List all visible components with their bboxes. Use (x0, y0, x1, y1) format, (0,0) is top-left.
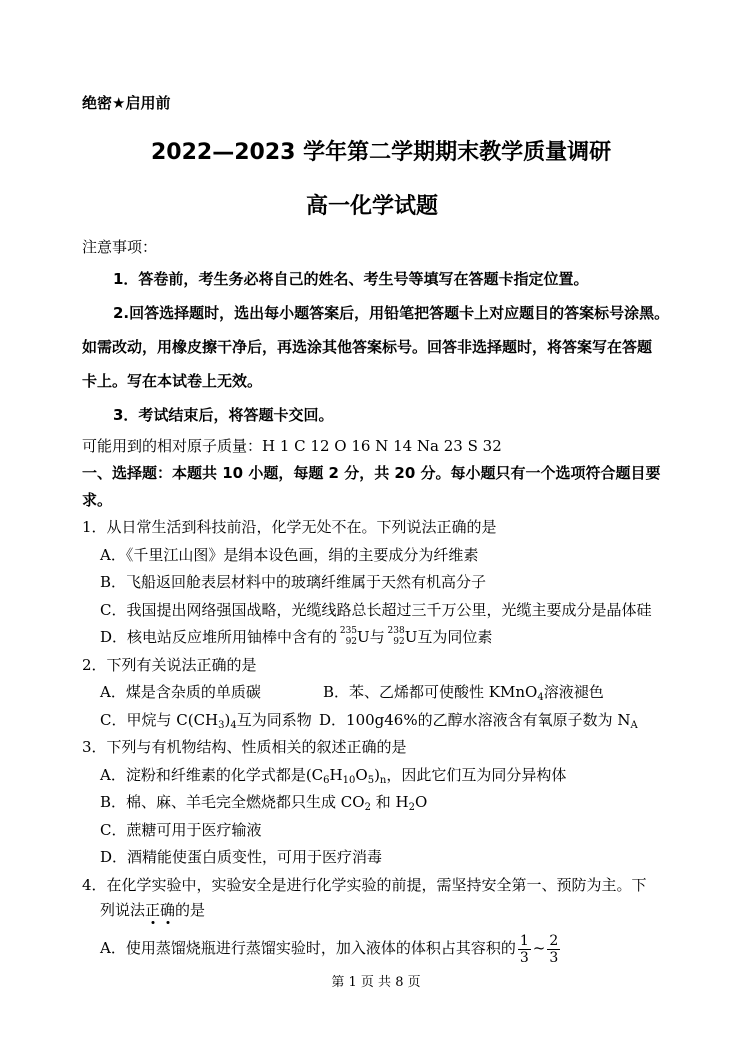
q2-option-d (319, 710, 638, 736)
q4-stem-suffix: 的是 (175, 901, 206, 919)
isotope-mass-number: 235 (339, 626, 358, 636)
q1-option-d-suffix: 互为同位素 (417, 628, 493, 646)
q1-option-d-mid: 与 (369, 628, 385, 646)
subscript: 4 (537, 692, 544, 703)
q3-option-a-prefix: A．淀粉和纤维素的化学式都是(C (100, 766, 324, 784)
isotope-atomic-number: 92 (393, 637, 405, 647)
q2-option-c (100, 710, 312, 736)
subscript: A (630, 720, 638, 731)
q3-stem: 3．下列与有机物结构、性质相关的叙述正确的是 (82, 738, 407, 756)
atomic-mass-line: 可能用到的相对原子质量：H 1 C 12 O 16 N 14 Na 23 S 32 (82, 437, 502, 455)
notice-item-2-line-1: 2.回答选择题时，选出每小题答案后，用铅笔把答题卡上对应题目的答案标号涂黑。 (113, 304, 670, 322)
isotope-u235 (337, 627, 357, 647)
subscript: 2 (408, 802, 415, 813)
q1-option-d-prefix: D．核电站反应堆所用铀棒中含有的 (100, 628, 338, 646)
q1-option-a: A．《千里江山图》是绢本设色画，绢的主要成分为纤维素 (100, 546, 479, 564)
q4-stem-line-1: 4．在化学实验中，实验安全是进行化学实验的前提，需坚持安全第一、预防为主。下 (82, 876, 647, 894)
q4-option-a-prefix: A．使用蒸馏烧瓶进行蒸馏实验时，加入液体的体积占其容积的 (100, 939, 516, 957)
notice-item-3: 3．考试结束后，将答题卡交回。 (113, 406, 334, 424)
q2-option-a: A．煤是含杂质的单质碳 (100, 683, 261, 701)
q1-option-d (100, 627, 492, 647)
q1-stem: 1．从日常生活到科技前沿，化学无处不在。下列说法正确的是 (82, 518, 497, 536)
section-1-heading-cont: 求。 (82, 491, 113, 509)
isotope-u238 (385, 627, 405, 647)
q2-option-c-suffix: 互为同系物 (236, 711, 312, 729)
emphasis-char: 正 (145, 901, 161, 919)
fraction-two-thirds (547, 933, 560, 966)
isotope-element: U (404, 628, 418, 646)
formula-paren: ) (374, 766, 380, 784)
notice-item-2-line-2: 如需改动，用橡皮擦干净后，再选涂其他答案标号。回答非选择题时，将答案写在答题 (82, 338, 653, 356)
q2-option-b (323, 682, 604, 708)
confidential-label: 绝密★启用前 (82, 94, 171, 112)
formula-element: O (355, 766, 368, 784)
q4-stem-prefix: 列说法 (100, 901, 146, 919)
fraction-numerator: 1 (519, 932, 529, 949)
q3-option-a (100, 765, 566, 791)
q2-option-d-prefix: D．100g46%的乙醇水溶液含有氧原子数为 N (319, 711, 631, 729)
subscript: 10 (342, 775, 356, 786)
subscript: 6 (323, 775, 330, 786)
isotope-mass-number: 238 (387, 626, 405, 636)
exam-subject: 高一化学试题 (306, 194, 439, 219)
q4-stem-line-2 (100, 900, 205, 920)
page-footer: 第 1 页 共 8 页 (331, 975, 421, 990)
subscript: 2 (364, 802, 371, 813)
range-tilde: ~ (532, 939, 546, 957)
section-1-heading: 一、选择题：本题共 10 小题，每题 2 分，共 20 分。每小题只有一个选项符合题目要 (82, 464, 661, 482)
fraction-numerator: 2 (549, 932, 559, 949)
q2-stem: 2．下列有关说法正确的是 (82, 656, 257, 674)
fraction-denominator: 3 (549, 949, 559, 966)
formula-element: H (329, 766, 343, 784)
fraction-denominator: 3 (519, 949, 529, 966)
subscript: n (379, 775, 387, 786)
isotope-element: U (357, 628, 370, 646)
q1-option-b: B．飞船返回舱表层材料中的玻璃纤维属于天然有机高分子 (100, 573, 487, 591)
q1-option-c: C．我国提出网络强国战略，光缆线路总长超过三千万公里，光缆主要成分是晶体硅 (100, 601, 652, 619)
exam-title: 2022—2023 学年第二学期期末教学质量调研 (151, 140, 612, 165)
subscript: 5 (367, 775, 375, 786)
q4-option-a (100, 928, 562, 968)
q2-option-c-mid: ) (224, 711, 231, 729)
notice-item-1: 1．答卷前，考生务必将自己的姓名、考生号等填写在答题卡指定位置。 (113, 270, 589, 288)
q3-option-a-suffix: ，因此它们互为同分异构体 (386, 766, 567, 784)
q2-option-b-suffix: 溶液褪色 (543, 683, 604, 701)
notice-heading: 注意事项： (82, 238, 158, 256)
subscript: 4 (230, 720, 237, 731)
q2-option-c-prefix: C．甲烷与 C(CH (100, 711, 219, 729)
q3-option-b (100, 792, 427, 818)
q3-option-b-mid: 和 H (370, 793, 409, 811)
q3-option-d: D．酒精能使蛋白质变性，可用于医疗消毒 (100, 848, 383, 866)
isotope-atomic-number: 92 (345, 637, 358, 647)
fraction-one-third (518, 933, 531, 966)
emphasis-char: 确 (160, 901, 176, 919)
q2-option-b-prefix: B．苯、乙烯都可使酸性 KMnO (323, 683, 538, 701)
notice-item-2-line-3: 卡上。写在本试卷上无效。 (82, 372, 263, 390)
q3-option-b-prefix: B．棉、麻、羊毛完全燃烧都只生成 CO (100, 793, 365, 811)
q3-option-b-suffix: O (414, 793, 428, 811)
subscript: 3 (218, 720, 225, 731)
q3-option-c: C．蔗糖可用于医疗输液 (100, 821, 262, 839)
